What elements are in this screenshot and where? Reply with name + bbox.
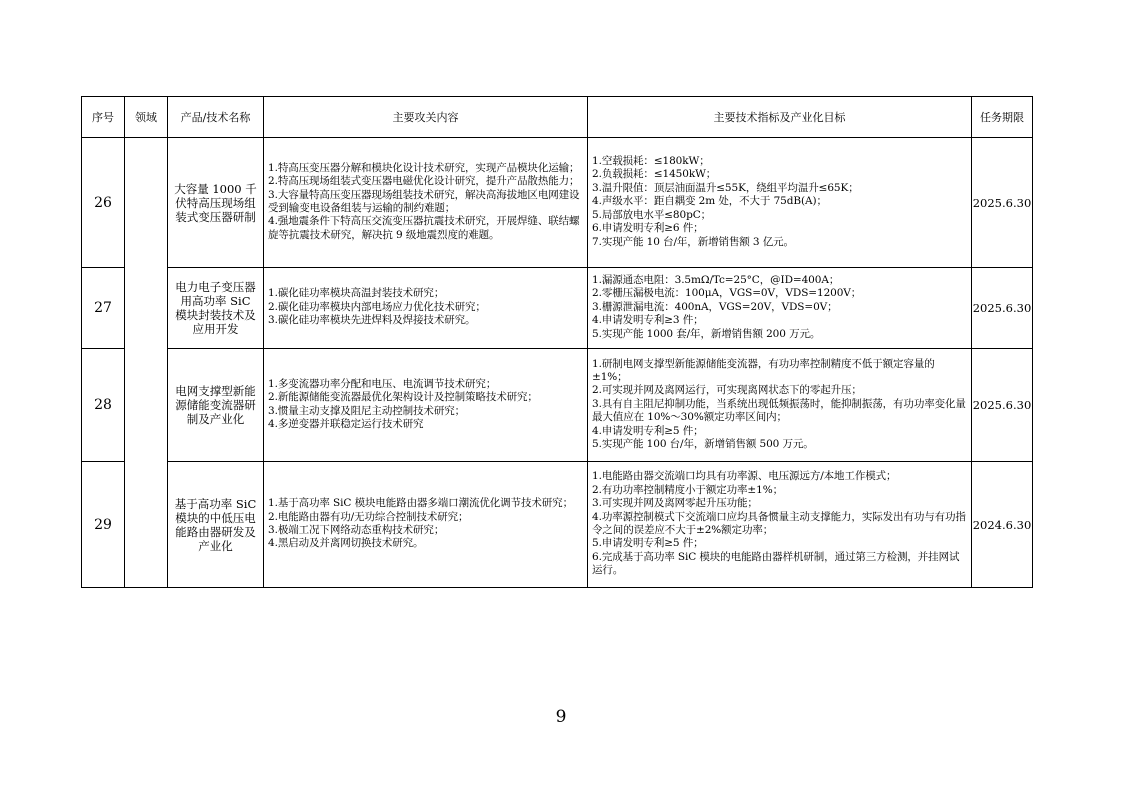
target-item: 1.研制电网支撑型新能源储能变流器，有功功率控制精度不低于额定容量的±1%； [592,357,935,383]
target-item: 2.负载损耗：≤1450kW； [592,168,717,181]
product-name: 基于高功率 SiC 模块的中低压电能路由器研发及产业化 [168,462,264,588]
table-row [82,462,1033,588]
table-row [82,349,1033,462]
row-number: 29 [82,462,125,588]
row-number: 27 [82,268,125,349]
header-no: 序号 [82,97,125,138]
target-indicators [588,462,972,588]
deadline: 2025.6.30 [972,138,1033,268]
target-item: 3.温升限值：顶层油面温升≤55K，绕组平均温升≤65K； [592,181,859,194]
target-item: 1.电能路由器交流端口均具有功率源、电压源远方/本地工作模式； [592,470,897,483]
content-item: 1.碳化硅功率模块高温封装技术研究； [268,287,445,300]
target-indicators [588,349,972,462]
target-item: 4.申请发明专利≥3 件； [592,314,704,327]
content-item: 2.碳化硅功率模块内部电场应力优化技术研究； [268,300,486,313]
target-item: 1.空载损耗：≤180kW； [592,155,710,168]
row-number: 28 [82,349,125,462]
product-name: 电力电子变压器用高功率 SiC 模块封装技术及应用开发 [168,268,264,349]
target-item: 6.申请发明专利≥6 件； [592,222,704,235]
target-item: 3.栅源泄漏电流：400nA，VGS=20V，VDS=0V； [592,300,838,313]
header-deadline: 任务期限 [972,97,1033,138]
content-item: 2.特高压现场组装式变压器电磁优化设计研究，提升产品散热能力； [268,175,580,188]
row-number: 26 [82,138,125,268]
header-target: 主要技术指标及产业化目标 [588,97,972,138]
project-table [81,96,1033,588]
target-item: 5.实现产能 1000 套/年，新增销售额 200 万元。 [592,327,821,340]
target-indicators [588,268,972,349]
target-item: 1.漏源通态电阻：3.5mΩ/Tc=25°C，@ID=400A； [592,273,840,286]
content-item: 1.多变流器功率分配和电压、电流调节技术研究； [268,377,497,390]
content-item: 4.多逆变器并联稳定运行技术研究 [268,417,424,430]
content-item: 2.新能源储能变流器最优化架构设计及控制策略技术研究； [268,391,538,404]
deadline: 2025.6.30 [972,349,1033,462]
header-name: 产品/技术名称 [168,97,264,138]
target-item: 4.功率源控制模式下交流端口应均具备惯量主动支撑能力，实际发出有功与有功指令之间的误差应不大于±2%额定功率； [592,510,966,536]
content-item: 1.特高压变压器分解和模块化设计技术研究，实现产品模块化运输； [268,161,580,174]
target-item: 3.具有自主阻尼抑制功能，当系统出现低频振荡时，能抑制振荡，有功功率变化量最大值应在 10%～30%额定功率区间内； [592,397,966,424]
field-cell [125,138,168,588]
table-row [82,138,1033,268]
content-item: 4.强地震条件下特高压交流变压器抗震技术研究，开展焊缝、联结螺旋等抗震技术研究，解决抗 9 级地震烈度的难题。 [268,215,580,241]
target-item: 5.局部放电水平≤80pC； [592,208,712,221]
deadline: 2024.6.30 [972,462,1033,588]
research-content [264,138,588,268]
page-number: 9 [555,707,567,727]
header-content: 主要攻关内容 [264,97,588,138]
target-item: 4.声级水平：距自耦变 2m 处，不大于 75dB(A)； [592,195,827,208]
product-name: 大容量 1000 千伏特高压现场组装式变压器研制 [168,138,264,268]
content-item: 3.碳化硅功率模块先进焊料及焊接技术研究。 [268,314,476,327]
header-row [82,97,1033,138]
target-item: 5.实现产能 100 台/年，新增销售额 500 万元。 [592,438,814,451]
content-item: 2.电能路由器有功/无功综合控制技术研究； [268,510,469,523]
deadline: 2025.6.30 [972,268,1033,349]
content-item: 4.黑启动及并离网切换技术研究。 [268,537,424,550]
target-item: 7.实现产能 10 台/年，新增销售额 3 亿元。 [592,235,794,248]
research-content [264,268,588,349]
content-item: 1.基于高功率 SiC 模块电能路由器多端口潮流优化调节技术研究； [268,497,573,510]
research-content [264,349,588,462]
target-item: 6.完成基于高功率 SiC 模块的电能路由器样机研制，通过第三方检测，并挂网试运行。 [592,550,960,577]
target-indicators [588,138,972,268]
content-item: 3.极端工况下网络动态重构技术研究； [268,524,445,536]
table-row [82,268,1033,349]
content-item: 3.惯量主动支撑及阻尼主动控制技术研究； [268,404,466,417]
research-content [264,462,588,588]
target-item: 4.申请发明专利≥5 件； [592,424,704,437]
content-item: 3.大容量特高压变压器现场组装技术研究，解决高海拔地区电网建设受到输变电设备组装与运输的制约难题； [268,188,580,214]
target-item: 5.申请发明专利≥5 件； [592,537,704,550]
target-item: 2.有功功率控制精度小于额定功率±1%； [592,483,783,496]
target-item: 2.零栅压漏极电流：100μA，VGS=0V，VDS=1200V； [592,287,862,300]
header-field: 领域 [125,97,168,138]
target-item: 2.可实现并网及离网运行，可实现离网状态下的零起升压； [592,384,862,397]
product-name: 电网支撑型新能源储能变流器研制及产业化 [168,349,264,462]
target-item: 3.可实现并网及离网零起升压功能； [592,497,758,510]
